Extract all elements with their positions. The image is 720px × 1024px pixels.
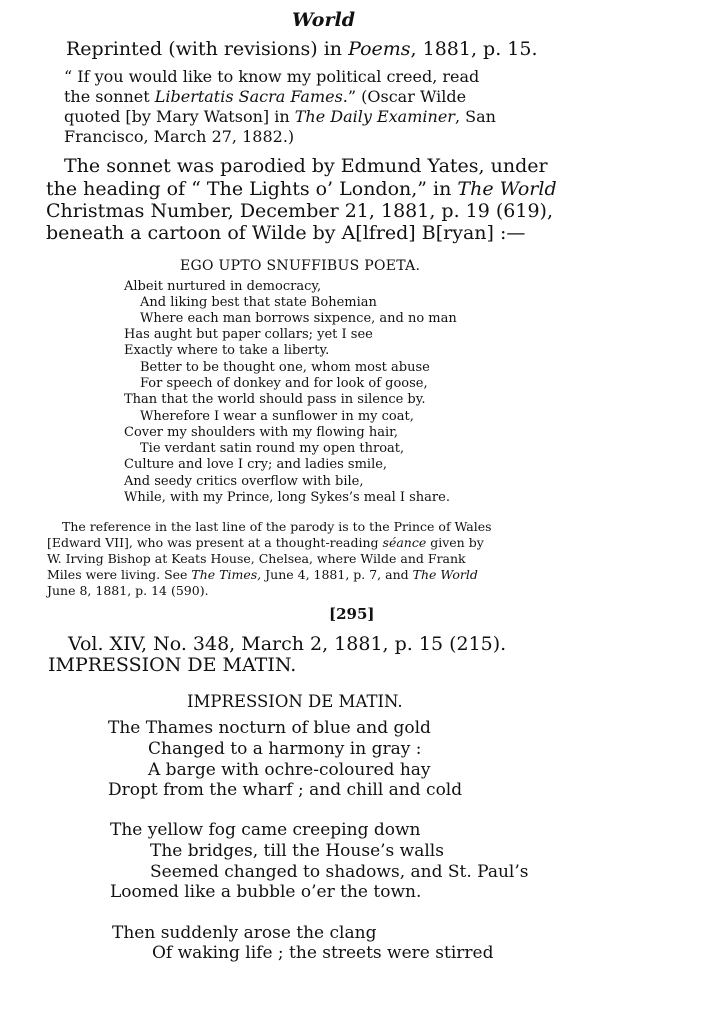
footnote-text: June 4, 1881, p. 7, and: [261, 567, 413, 582]
quote-line: [64, 109, 496, 125]
reprint-text-end: , 1881, p. 15.: [410, 38, 538, 60]
periodical-title: The World: [412, 567, 478, 582]
parody-text: Christmas Number, December 21, 1881, p. 19 (619),: [46, 200, 553, 222]
reprint-book-title: Poems: [348, 38, 411, 60]
quote-text: “ If you would like to know my political creed, read: [64, 67, 480, 86]
footnote-text: given by: [426, 535, 484, 550]
footnote-line: [47, 537, 484, 550]
poem-line: [148, 762, 431, 779]
quote-line: [64, 129, 294, 145]
footnote-italic: séance: [382, 535, 427, 550]
sonnet-title: Libertatis Sacra Fames.: [154, 87, 348, 106]
parody-line: [46, 202, 553, 221]
poem-line: [140, 312, 457, 325]
footnote-text: [Edward VII], who was present at a thought-reading: [47, 535, 383, 550]
poem-line: [150, 864, 528, 881]
poem-line-text: Tie verdant satin round my open throat,: [140, 441, 405, 456]
quote-text: ” (Oscar Wilde: [347, 87, 467, 106]
parody-line: [64, 157, 548, 176]
quote-text: , San: [454, 107, 496, 126]
poem-line-text: The Thames nocturn of blue and gold: [108, 718, 431, 738]
poem-line: [140, 442, 404, 455]
poem-line-text: Loomed like a bubble o’er the town.: [110, 882, 422, 902]
poem-line: [110, 822, 420, 839]
poem-line-text: Wherefore I wear a sunflower in my coat,: [140, 409, 414, 424]
footnote-text: W. Irving Bishop at Keats House, Chelsea, where Wilde and Frank: [47, 551, 466, 566]
poem-line-text: Albeit nurtured in democracy,: [124, 279, 322, 294]
entry-heading-text: IMPRESSION DE MATIN.: [48, 654, 297, 676]
running-head-title: World: [292, 9, 355, 31]
newspaper-title: The Times,: [191, 567, 262, 582]
footnote-line: [47, 569, 478, 582]
quote-line: [64, 89, 466, 105]
poem-line-text: A barge with ochre-coloured hay: [148, 760, 431, 780]
quote-text: quoted [by Mary Watson] in: [64, 107, 295, 126]
poem-line-text: Then suddenly arose the clang: [112, 923, 377, 943]
reprint-note: [66, 40, 538, 59]
footnote-text: Miles were living. See: [47, 567, 192, 582]
running-head: [292, 11, 355, 30]
poem-line: [108, 720, 431, 737]
periodical-title: The World: [457, 178, 557, 200]
poem-line: [124, 426, 398, 439]
parody-text: the heading of “ The Lights o’ London,” in: [46, 178, 458, 200]
poem-line-text: Changed to a harmony in gray :: [148, 739, 422, 759]
poem-line-text: Culture and love I cry; and ladies smile,: [124, 457, 388, 472]
quote-line: [64, 69, 479, 85]
footnote-text: The reference in the last line of the parody is to the Prince of Wales: [62, 519, 492, 534]
footnote-line: [47, 585, 209, 598]
footnote-line: [62, 521, 492, 534]
poem-line: [124, 344, 329, 357]
poem-line: [140, 361, 430, 374]
newspaper-title: The Daily Examiner: [294, 107, 455, 126]
parody-poem-title: [180, 259, 420, 273]
poem-line-text: Cover my shoulders with my flowing hair,: [124, 425, 399, 440]
poem-line-text: Than that the world should pass in silence by.: [124, 392, 426, 407]
poem-line-text: The bridges, till the House’s walls: [150, 841, 444, 861]
quote-text: Francisco, March 27, 1882.): [64, 127, 295, 146]
poem-line-text: Exactly where to take a liberty.: [124, 343, 330, 358]
poem-line: [110, 884, 421, 901]
poem-line-text: And seedy critics overflow with bile,: [124, 474, 364, 489]
poem-line: [124, 475, 364, 488]
poem-line: [150, 843, 444, 860]
page-number: [329, 607, 375, 622]
quote-text: the sonnet: [64, 87, 155, 106]
poem-line: [108, 782, 462, 799]
poem-line-text: Has aught but paper collars; yet I see: [124, 327, 373, 342]
poem-line: [124, 458, 387, 471]
impression-poem-title: [187, 694, 403, 711]
poem-line: [140, 296, 377, 309]
parody-text: The sonnet was parodied by Edmund Yates, under: [64, 155, 548, 177]
poem-line-text: And liking best that state Bohemian: [140, 295, 377, 310]
poem-line: [140, 410, 414, 423]
poem-line-text: Where each man borrows sixpence, and no man: [140, 311, 457, 326]
poem-line-text: Seemed changed to shadows, and St. Paul’s: [150, 862, 529, 882]
page-number-text: [295]: [329, 605, 375, 623]
parody-line: [46, 180, 557, 199]
poem-line: [124, 280, 321, 293]
poem-line: [140, 377, 428, 390]
parody-poem-title-text: EGO UPTO SNUFFIBUS POETA.: [180, 258, 421, 274]
footnote-text: June 8, 1881, p. 14 (590).: [47, 583, 209, 598]
entry-citation: [68, 635, 506, 654]
impression-poem-title-text: IMPRESSION DE MATIN.: [187, 692, 403, 711]
poem-line-text: For speech of donkey and for look of goose,: [140, 376, 428, 391]
poem-line-text: The yellow fog came creeping down: [110, 820, 421, 840]
parody-line: [46, 224, 525, 243]
entry-citation-text: Vol. XIV, No. 348, March 2, 1881, p. 15 (215).: [68, 633, 507, 655]
footnote-line: [47, 553, 466, 566]
poem-line: [124, 328, 373, 341]
poem-line: [124, 491, 450, 504]
reprint-text: Reprinted (with revisions) in: [66, 38, 349, 60]
poem-line-text: Dropt from the wharf ; and chill and cold: [108, 780, 463, 800]
entry-heading: [48, 656, 296, 675]
poem-line-text: Of waking life ; the streets were stirred: [152, 943, 494, 963]
poem-line: [152, 945, 493, 962]
poem-line-text: Better to be thought one, whom most abuse: [140, 360, 430, 375]
poem-line: [112, 925, 376, 942]
poem-line: [148, 741, 421, 758]
poem-line: [124, 393, 426, 406]
parody-text: beneath a cartoon of Wilde by A[lfred] B[ryan] :—: [46, 222, 526, 244]
poem-line-text: While, with my Prince, long Sykes’s meal I share.: [124, 490, 450, 505]
